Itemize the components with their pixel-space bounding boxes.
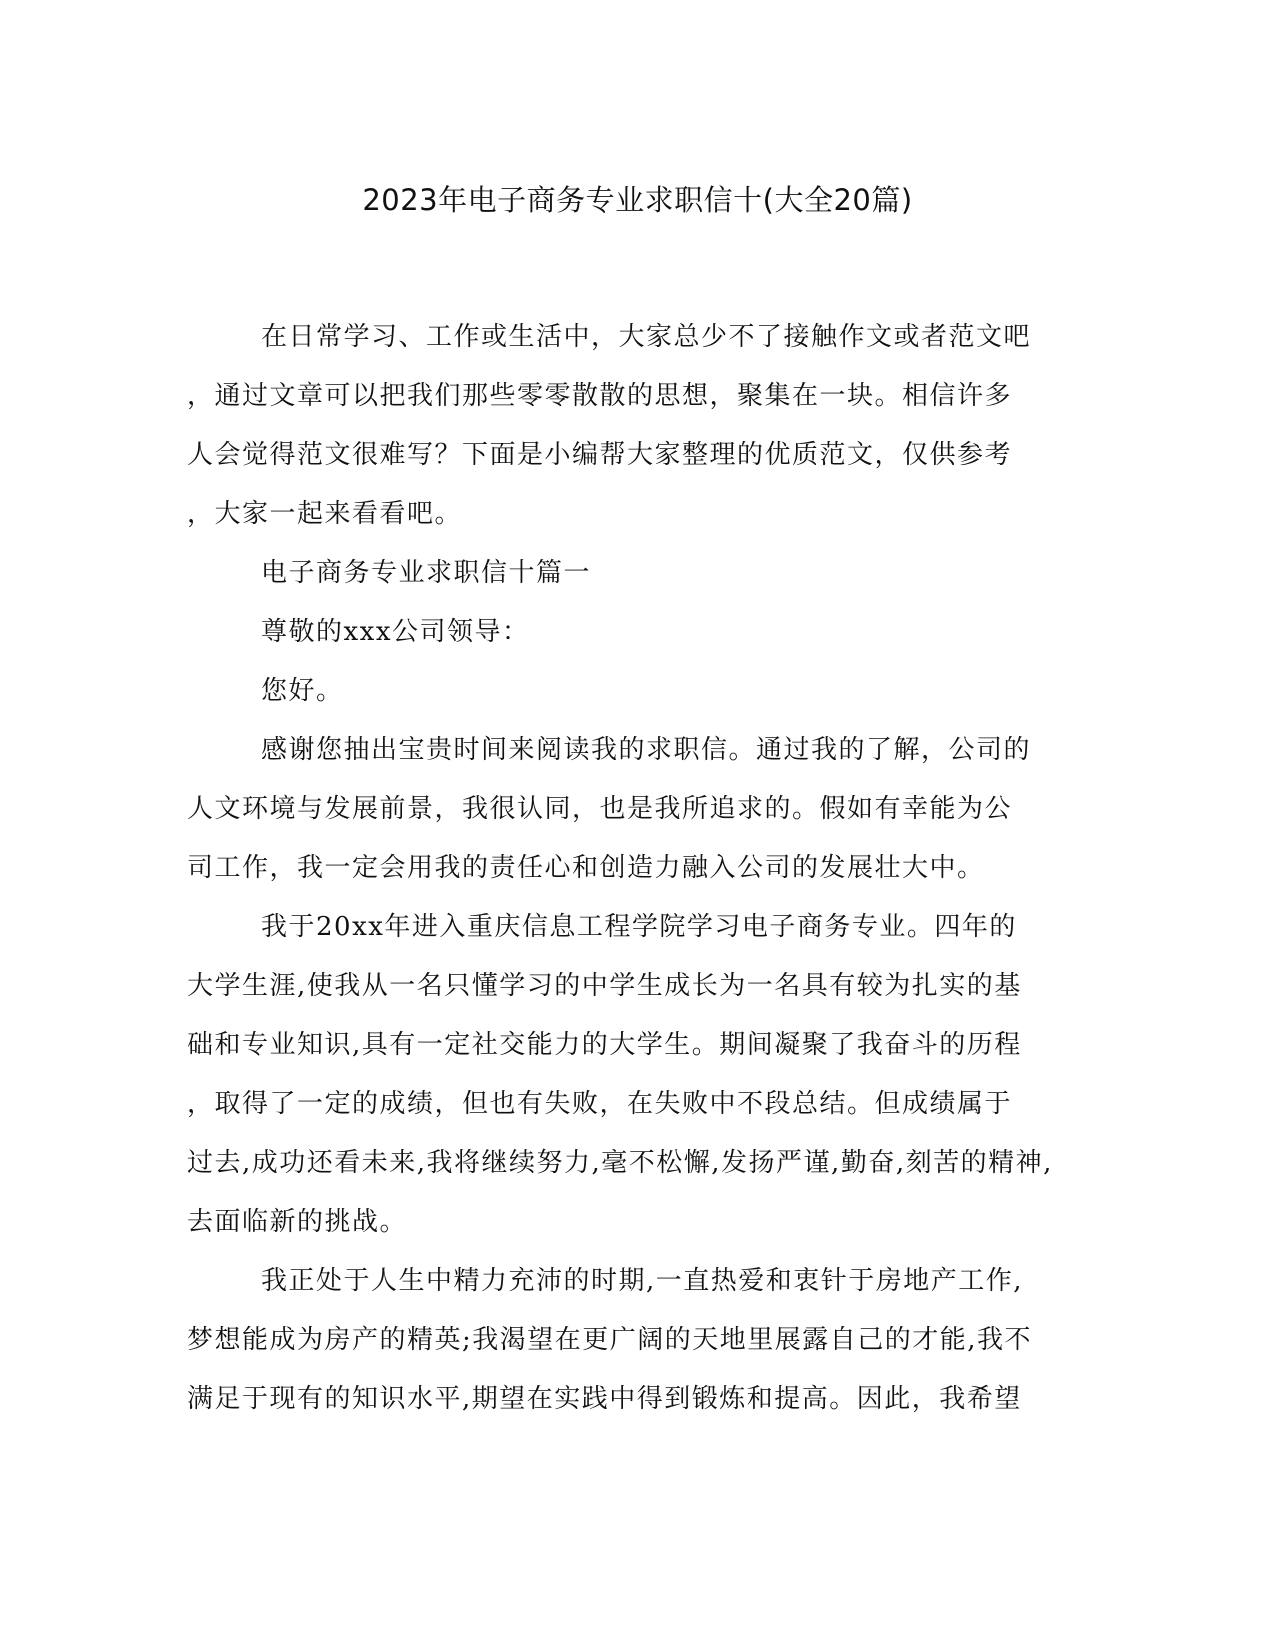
paragraph-line: 去面临新的挑战。 — [187, 1207, 408, 1237]
paragraph-line: 人会觉得范文很难写？下面是小编帮大家整理的优质范文，仅供参考 — [187, 440, 1013, 470]
paragraph-line: 过去,成功还看未来,我将继续努力,毫不松懈,发扬严谨,勤奋,刻苦的精神, — [187, 1148, 1053, 1178]
paragraph-line: 司工作，我一定会用我的责任心和创造力融入公司的发展壮大中。 — [187, 853, 985, 883]
paragraph-line: 我于20xx年进入重庆信息工程学院学习电子商务专业。四年的 — [261, 912, 1017, 942]
paragraph-line: ，通过文章可以把我们那些零零散散的思想，聚集在一块。相信许多 — [187, 381, 1013, 411]
paragraph-line: 满足于现有的知识水平,期望在实践中得到锻炼和提高。因此，我希望 — [187, 1384, 1022, 1414]
paragraph-line: ，取得了一定的成绩，但也有失败，在失败中不段总结。但成绩属于 — [187, 1089, 1013, 1119]
paragraph-line: 梦想能成为房产的精英;我渴望在更广阔的天地里展露自己的才能,我不 — [187, 1325, 1033, 1355]
section-heading: 电子商务专业求职信十篇一 — [261, 558, 592, 588]
paragraph-line: 我正处于人生中精力充沛的时期,一直热爱和衷针于房地产工作, — [261, 1266, 1024, 1296]
paragraph-line: 在日常学习、工作或生活中，大家总少不了接触作文或者范文吧 — [261, 322, 1032, 352]
paragraph-line: 大学生涯,使我从一名只懂学习的中学生成长为一名具有较为扎实的基 — [187, 971, 1022, 1001]
paragraph-line: 感谢您抽出宝贵时间来阅读我的求职信。通过我的了解，公司的 — [261, 735, 1032, 765]
greeting: 您好。 — [261, 676, 344, 706]
paragraph-line: 础和专业知识,具有一定社交能力的大学生。期间凝聚了我奋斗的历程 — [187, 1030, 1022, 1060]
document-title: 2023年电子商务专业求职信十(大全20篇) — [362, 183, 913, 217]
paragraph-line: 人文环境与发展前景，我很认同，也是我所追求的。假如有幸能为公 — [187, 794, 1013, 824]
paragraph-line: ，大家一起来看看吧。 — [187, 499, 463, 529]
salutation: 尊敬的xxx公司领导： — [261, 617, 530, 647]
